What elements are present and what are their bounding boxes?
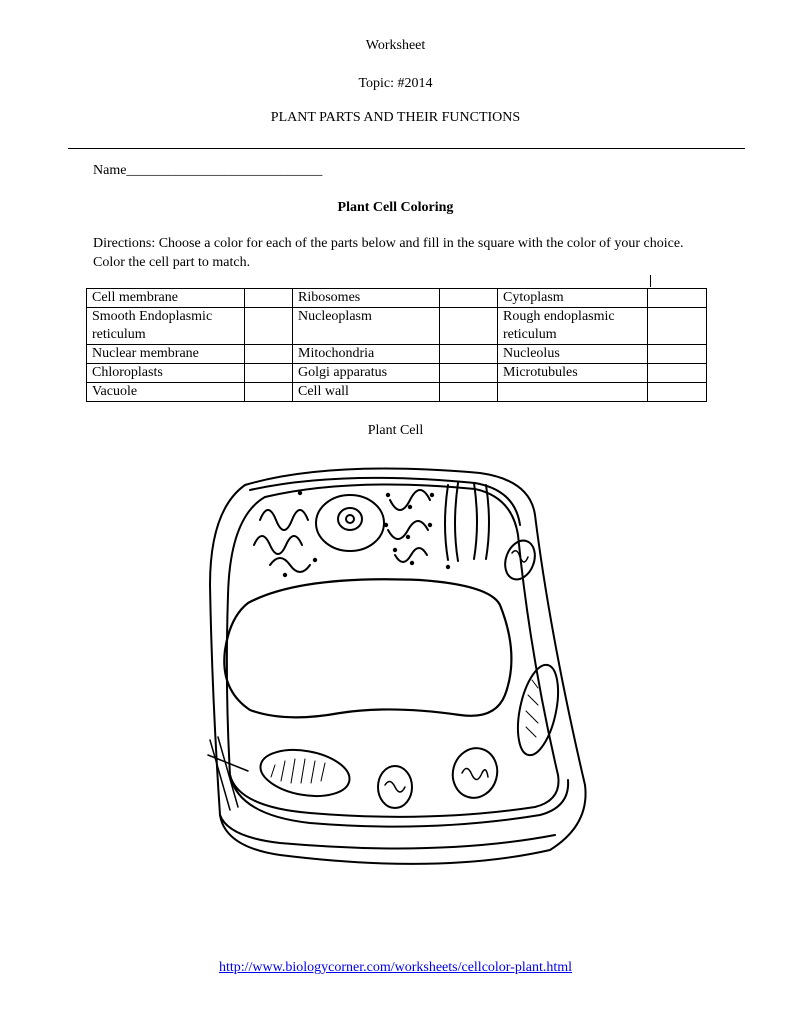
golgi-apparatus bbox=[445, 483, 489, 561]
color-square[interactable] bbox=[440, 364, 498, 383]
color-square[interactable] bbox=[440, 308, 498, 345]
header-divider bbox=[68, 148, 745, 149]
ribosomes bbox=[283, 491, 450, 577]
part-label: Cell wall bbox=[293, 383, 440, 402]
source-link bbox=[0, 960, 791, 976]
color-square[interactable] bbox=[648, 308, 707, 345]
table-row bbox=[87, 383, 707, 402]
part-label: Cell membrane bbox=[87, 289, 245, 308]
nucleolus bbox=[338, 508, 362, 530]
table-row bbox=[87, 289, 707, 308]
source-url-link[interactable]: http://www.biologycorner.com/worksheets/cellcolor-plant.html bbox=[218, 960, 572, 975]
plant-cell-diagram bbox=[190, 455, 610, 875]
color-square[interactable] bbox=[245, 364, 293, 383]
parts-table bbox=[86, 288, 707, 402]
table-row bbox=[87, 345, 707, 364]
color-square[interactable] bbox=[440, 383, 498, 402]
smooth-er bbox=[254, 510, 310, 572]
page-title: PLANT PARTS AND THEIR FUNCTIONS bbox=[270, 110, 521, 125]
part-label: Ribosomes bbox=[293, 289, 440, 308]
part-label: Golgi apparatus bbox=[293, 364, 440, 383]
part-label bbox=[498, 383, 648, 402]
table-row bbox=[87, 308, 707, 345]
color-square[interactable] bbox=[440, 289, 498, 308]
chloroplast bbox=[257, 744, 353, 803]
nucleolus-core bbox=[346, 515, 354, 523]
part-label: Nucleoplasm bbox=[293, 308, 440, 345]
part-label: Mitochondria bbox=[293, 345, 440, 364]
central-vacuole bbox=[224, 579, 511, 717]
cell-wall-front bbox=[230, 775, 568, 827]
color-square[interactable] bbox=[245, 308, 293, 345]
color-square[interactable] bbox=[648, 289, 707, 308]
part-label: Chloroplasts bbox=[87, 364, 245, 383]
topic-label: Topic: #2014 bbox=[358, 76, 433, 91]
color-square[interactable] bbox=[245, 383, 293, 402]
part-label: Nucleolus bbox=[498, 345, 648, 364]
part-label: Smooth Endoplasmic reticulum bbox=[87, 308, 245, 345]
color-square[interactable] bbox=[648, 383, 707, 402]
table-tick-mark bbox=[650, 275, 651, 287]
part-label: Microtubules bbox=[498, 364, 648, 383]
part-label: Vacuole bbox=[87, 383, 245, 402]
color-square[interactable] bbox=[440, 345, 498, 364]
name-field[interactable]: Name____________________________ bbox=[93, 163, 323, 178]
section-title: Plant Cell Coloring bbox=[337, 200, 454, 215]
diagram-title: Plant Cell bbox=[367, 423, 424, 438]
table-row bbox=[87, 364, 707, 383]
worksheet-label: Worksheet bbox=[365, 38, 426, 53]
mitochondrion bbox=[447, 743, 502, 803]
color-square[interactable] bbox=[648, 345, 707, 364]
color-square[interactable] bbox=[648, 364, 707, 383]
part-label: Nuclear membrane bbox=[87, 345, 245, 364]
part-label: Cytoplasm bbox=[498, 289, 648, 308]
color-square[interactable] bbox=[245, 289, 293, 308]
part-label: Rough endoplasmic reticulum bbox=[498, 308, 648, 345]
color-square[interactable] bbox=[245, 345, 293, 364]
directions-text: Directions: Choose a color for each of the parts below and fill in the square with the color of your choice. Color the cell part to match. bbox=[93, 236, 684, 270]
